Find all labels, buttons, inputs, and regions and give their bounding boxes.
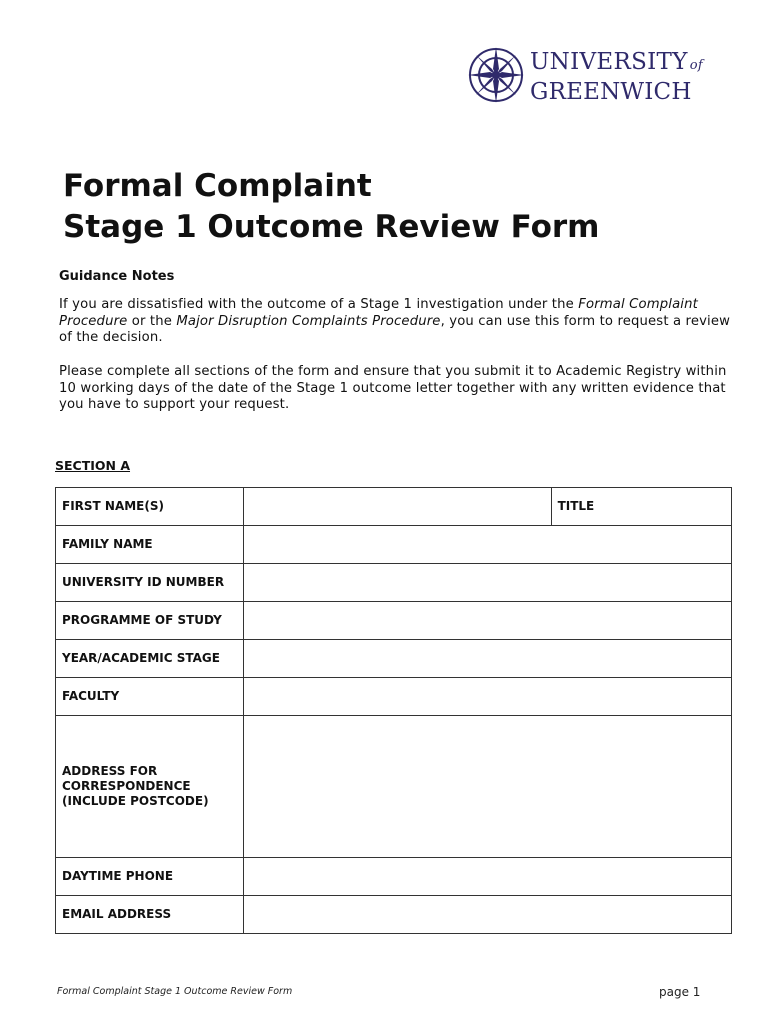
row-year xyxy=(56,640,732,678)
logo-greenwich: GREENWICH xyxy=(530,79,692,105)
family-name-label: FAMILY NAME xyxy=(56,526,244,564)
university-logo xyxy=(466,45,726,105)
logo-of: of xyxy=(689,58,703,73)
title-line-1: Formal Complaint xyxy=(63,168,372,204)
row-address xyxy=(56,716,732,858)
family-name-field[interactable] xyxy=(243,526,731,564)
address-label xyxy=(56,716,244,858)
formal-complaint-procedure-ref: Formal Complaint Procedure xyxy=(59,297,698,329)
phone-field[interactable] xyxy=(243,858,731,896)
email-field[interactable] xyxy=(243,896,731,934)
footer-page-number: page 1 xyxy=(659,985,701,999)
p1-text-1: If you are dissatisfied with the outcome of a Stage 1 investigation under the xyxy=(59,297,574,312)
major-disruption-procedure-ref: Major Disruption Complaints Procedure xyxy=(176,313,441,329)
p1-text-2: or the xyxy=(127,313,177,329)
email-label: EMAIL ADDRESS xyxy=(56,896,244,934)
guidance-paragraph-2: Please complete all sections of the form and ensure that you submit it to Academic Registry within 10 working days of the date of the Stage 1 outcome letter together with any written evidence that you have to support your request. xyxy=(59,364,727,412)
p1-text-3: , you can use this form to request a review of the decision. xyxy=(59,313,731,345)
address-label-line-2: CORRESPONDENCE xyxy=(62,779,191,793)
address-field[interactable] xyxy=(243,716,731,858)
guidance-heading: Guidance Notes xyxy=(59,269,175,284)
footer-document-title: Formal Complaint Stage 1 Outcome Review Form xyxy=(57,986,293,997)
compass-rose-icon xyxy=(466,45,526,105)
section-a-table xyxy=(55,487,732,934)
programme-field[interactable] xyxy=(243,602,731,640)
faculty-label: FACULTY xyxy=(56,678,244,716)
university-id-label: UNIVERSITY ID NUMBER xyxy=(56,564,244,602)
address-label-line-3: (INCLUDE POSTCODE) xyxy=(62,794,209,808)
title-label[interactable]: TITLE xyxy=(551,488,731,526)
first-name-field[interactable] xyxy=(243,488,551,526)
faculty-field[interactable] xyxy=(243,678,731,716)
row-phone xyxy=(56,858,732,896)
university-id-field[interactable] xyxy=(243,564,731,602)
year-label: YEAR/ACADEMIC STAGE xyxy=(56,640,244,678)
programme-label: PROGRAMME OF STUDY xyxy=(56,602,244,640)
page-title xyxy=(63,166,599,248)
row-university-id xyxy=(56,564,732,602)
row-programme xyxy=(56,602,732,640)
section-a-heading: SECTION A xyxy=(55,458,131,473)
guidance-paragraph-1 xyxy=(59,297,739,347)
first-name-label: FIRST NAME(S) xyxy=(56,488,244,526)
address-label-line-1: ADDRESS FOR xyxy=(62,764,158,778)
phone-label: DAYTIME PHONE xyxy=(56,858,244,896)
row-faculty xyxy=(56,678,732,716)
year-field[interactable] xyxy=(243,640,731,678)
logo-university: UNIVERSITY xyxy=(530,49,688,75)
row-email xyxy=(56,896,732,934)
logo-wordmark xyxy=(530,49,703,105)
row-first-name xyxy=(56,488,732,526)
row-family-name xyxy=(56,526,732,564)
title-line-2: Stage 1 Outcome Review Form xyxy=(63,209,600,245)
